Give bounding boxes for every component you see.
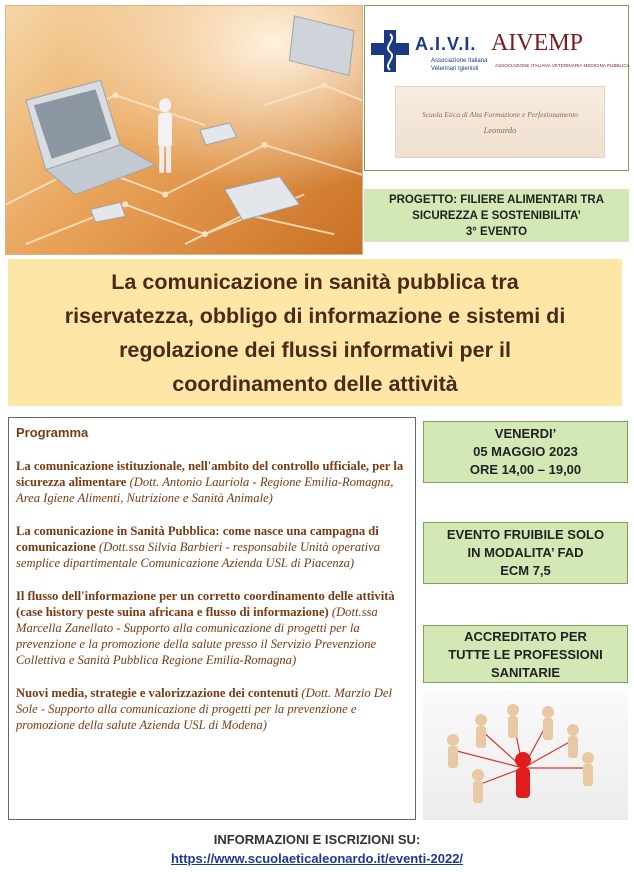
- scuola-logo: [395, 86, 605, 158]
- accr-line-1: ACCREDITATO PER: [464, 629, 587, 644]
- program-item: [16, 523, 407, 571]
- title-line-3: regolazione dei flussi informativi per il: [119, 337, 511, 362]
- date-box: [423, 421, 628, 483]
- program-topic: La comunicazione in Sanità Pubblica: come nasce una campagna di comunicazione: [16, 524, 379, 554]
- title-line-4: coordinamento delle attività: [172, 371, 458, 396]
- accr-line-2: TUTTE LE PROFESSIONI: [448, 647, 603, 662]
- progetto-line-2: SICUREZZA E SOSTENIBILITA’: [412, 210, 581, 222]
- aivemp-title: AIVEMP: [491, 30, 584, 56]
- program-speaker: (Dott.ssa Marcella Zanellato - Supporto alla comunicazione di progetti per la prevenzione e la promozione della salute presso il Servizio Prevenzione Collettiva e Sanità Pubblica Regione Emilia-Romagna): [16, 605, 378, 667]
- event-title: [20, 265, 610, 401]
- network-people-image: [423, 690, 628, 820]
- accreditation-box: [423, 625, 628, 683]
- registration-link[interactable]: https://www.scuolaeticaleonardo.it/eventi-2022/: [170, 851, 464, 866]
- program-topic: La comunicazione istituzionale, nell'ambito del controllo ufficiale, per la sicurezza alimentare: [16, 459, 404, 489]
- title-line-2: riservatezza, obbligo di informazione e sistemi di: [64, 303, 566, 328]
- accr-line-3: SANITARIE: [490, 665, 561, 680]
- title-line-1: La comunicazione in sanità pubblica tra: [111, 269, 519, 294]
- programma-box: [8, 417, 416, 820]
- program-speaker: (Dott.ssa Silvia Barbieri - responsabile Unità operativa semplice dipartimentale Comunicazione Azienda USL di Piacenza): [16, 540, 381, 570]
- program-speaker: (Dott. Antonio Lauriola - Regione Emilia-Romagna, Area Igiene Alimenti, Nutrizione e Sanità Animale): [16, 475, 394, 505]
- program-topic: Il flusso dell'informazione per un corretto coordinamento delle attività (case history peste suina africana e flusso di informazione): [16, 589, 395, 619]
- ecm-credits: ECM 7,5: [500, 563, 551, 578]
- fad-line-2: IN MODALITA’ FAD: [467, 545, 584, 560]
- aivemp-subtitle: ASSOCIAZIONE ITALIANA VETERINARIA MEDICINA PUBBLICA: [495, 63, 630, 68]
- date-hours: ORE 14,00 – 19,00: [469, 462, 582, 477]
- date-day: VENERDI’: [494, 426, 557, 441]
- date-value: 05 MAGGIO 2023: [473, 444, 578, 459]
- program-item: [16, 588, 407, 668]
- aivi-logo-icon: [369, 28, 411, 74]
- program-speaker: (Dott. Marzio Del Sole - Supporto alla comunicazione di progetti per la prevenzione e promozione della salute Azienda USL di Modena): [16, 686, 393, 732]
- programma-heading: Programma: [16, 425, 89, 440]
- aivi-subtitle-1: Associazione Italiana: [431, 58, 488, 64]
- scuola-line-2: Leonardo: [483, 125, 517, 135]
- program-topic: Nuovi media, strategie e valorizzazione dei contenuti: [16, 686, 299, 700]
- progetto-line-1: PROGETTO: FILIERE ALIMENTARI TRA: [388, 194, 605, 206]
- scuola-line-1: Scuola Etica di Alta Formazione e Perfezionamento: [421, 110, 579, 119]
- aivi-title: A.I.V.I.: [415, 34, 477, 54]
- progetto-box: [364, 189, 629, 242]
- info-heading: INFORMAZIONI E ISCRIZIONI SU:: [213, 832, 421, 847]
- aivi-subtitle-2: Veterinari Igienisti: [431, 66, 479, 72]
- hero-image: [5, 5, 363, 255]
- title-band: [8, 259, 622, 406]
- fad-box: [423, 522, 628, 584]
- program-item: [16, 458, 407, 506]
- program-item: [16, 685, 407, 733]
- progetto-line-3: 3° EVENTO: [465, 226, 528, 238]
- logos-panel: [364, 5, 629, 171]
- fad-line-1: EVENTO FRUIBILE SOLO: [446, 527, 605, 542]
